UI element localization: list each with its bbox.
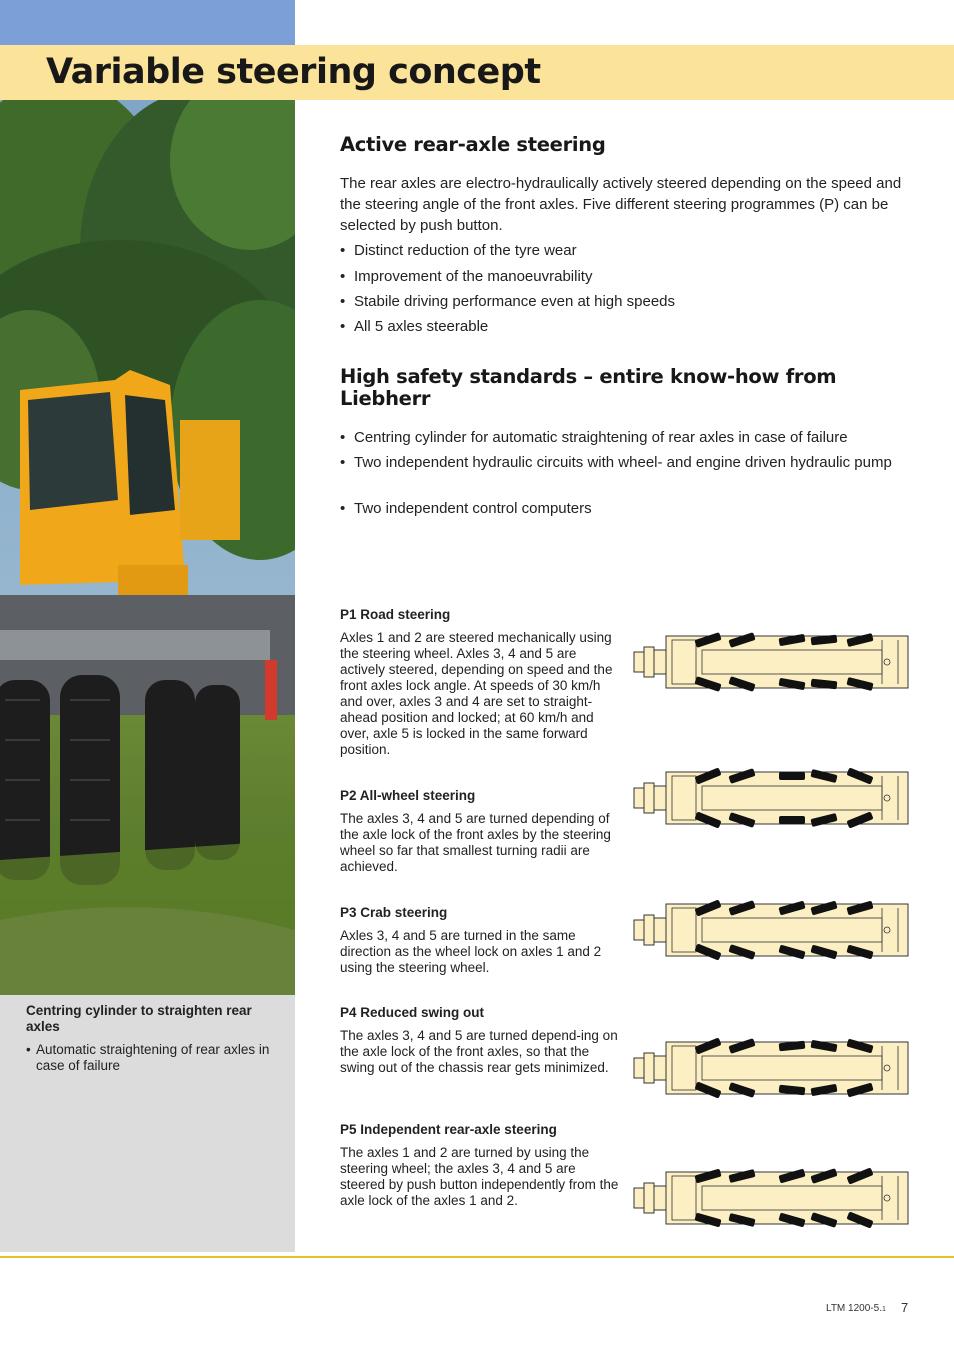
safety-bullet-1: • Centring cylinder for automatic straightening of rear axles in case of failure [340,429,848,446]
p4-reduced-swing-out-diagram [632,1036,912,1100]
active-steering-bullet-3: • Stabile driving performance even at high speeds [340,293,676,310]
active-steering-bullet-2: • Improvement of the manoeuvrability [340,268,593,285]
wheel-axle-3-top [779,772,805,780]
active-steering-bullet-4: • All 5 axles steerable [340,318,489,335]
p1-road-steering-diagram [632,630,912,694]
p3-crab-steering-diagram [632,898,912,962]
safety-bullet-2: • Two independent hydraulic circuits with wheel- and engine driven hydraulic pump [340,454,892,471]
programme-title-p3: P3 Crab steering [340,905,448,920]
programme-text-p5: The axles 1 and 2 are turned by using the steering wheel; the axles 3, 4 and 5 are steered by push button independently from the axle lock of the axles 1 and 2. [340,1145,619,1208]
programme-text-p3: Axles 3, 4 and 5 are turned in the same direction as the wheel lock on axles 1 and 2 using the steering wheel. [340,928,602,975]
active-steering-heading: Active rear-axle steering [340,133,606,156]
programme-text-p1: Axles 1 and 2 are steered mechanically using the steering wheel. Axles 3, 4 and 5 are actively steered, depending on speed and the front axles lock angle. At speeds of 30 km/h and over, axles 3 and 4 are set to straight-ahead position and locked; at 60 km/h and over, axle 5 is locked in the same forward position. [340,630,613,757]
photo-caption-bullet: • Automatic straightening of rear axles in case of failure [26,1042,270,1073]
photo-caption-title: Centring cylinder to straighten rear axles [26,1003,252,1034]
active-steering-intro: The rear axles are electro-hydraulically actively steered depending on the speed and the steering angle of the front axles. Five different steering programmes (P) can be selected by push button. [340,175,902,234]
safety-bullet-3: • Two independent control computers [340,500,592,517]
p5-independent-rear-axle-steering-diagram [632,1166,912,1230]
programme-text-p2: The axles 3, 4 and 5 are turned depending of the axle lock of the front axles by the steering wheel so far that smallest turning radii are achieved. [340,811,611,874]
active-steering-bullet-1: • Distinct reduction of the tyre wear [340,242,577,259]
p2-all-wheel-steering-diagram [632,766,912,830]
chassis [634,904,908,956]
programme-title-p5: P5 Independent rear-axle steering [340,1122,557,1137]
programme-text-p4: The axles 3, 4 and 5 are turned depend-ing on the axle lock of the front axles, so that the swing out of the chassis rear gets minimized. [340,1028,618,1075]
chassis [634,1172,908,1224]
programme-title-p4: P4 Reduced swing out [340,1005,485,1020]
programme-title-p1: P1 Road steering [340,607,451,622]
safety-heading: High safety standards – entire know-how from Liebherr [340,365,837,410]
programme-title-p2: P2 All-wheel steering [340,788,476,803]
chassis [634,636,908,688]
crane-photo [0,100,295,995]
footer-model: LTM 1200-5.1 [826,1303,886,1314]
bottom-rule [0,1256,954,1258]
wheel-axle-3-bottom [779,816,805,824]
page-number: 7 [901,1300,909,1315]
top-color-block [0,0,295,45]
page-title: Variable steering concept [46,52,541,92]
